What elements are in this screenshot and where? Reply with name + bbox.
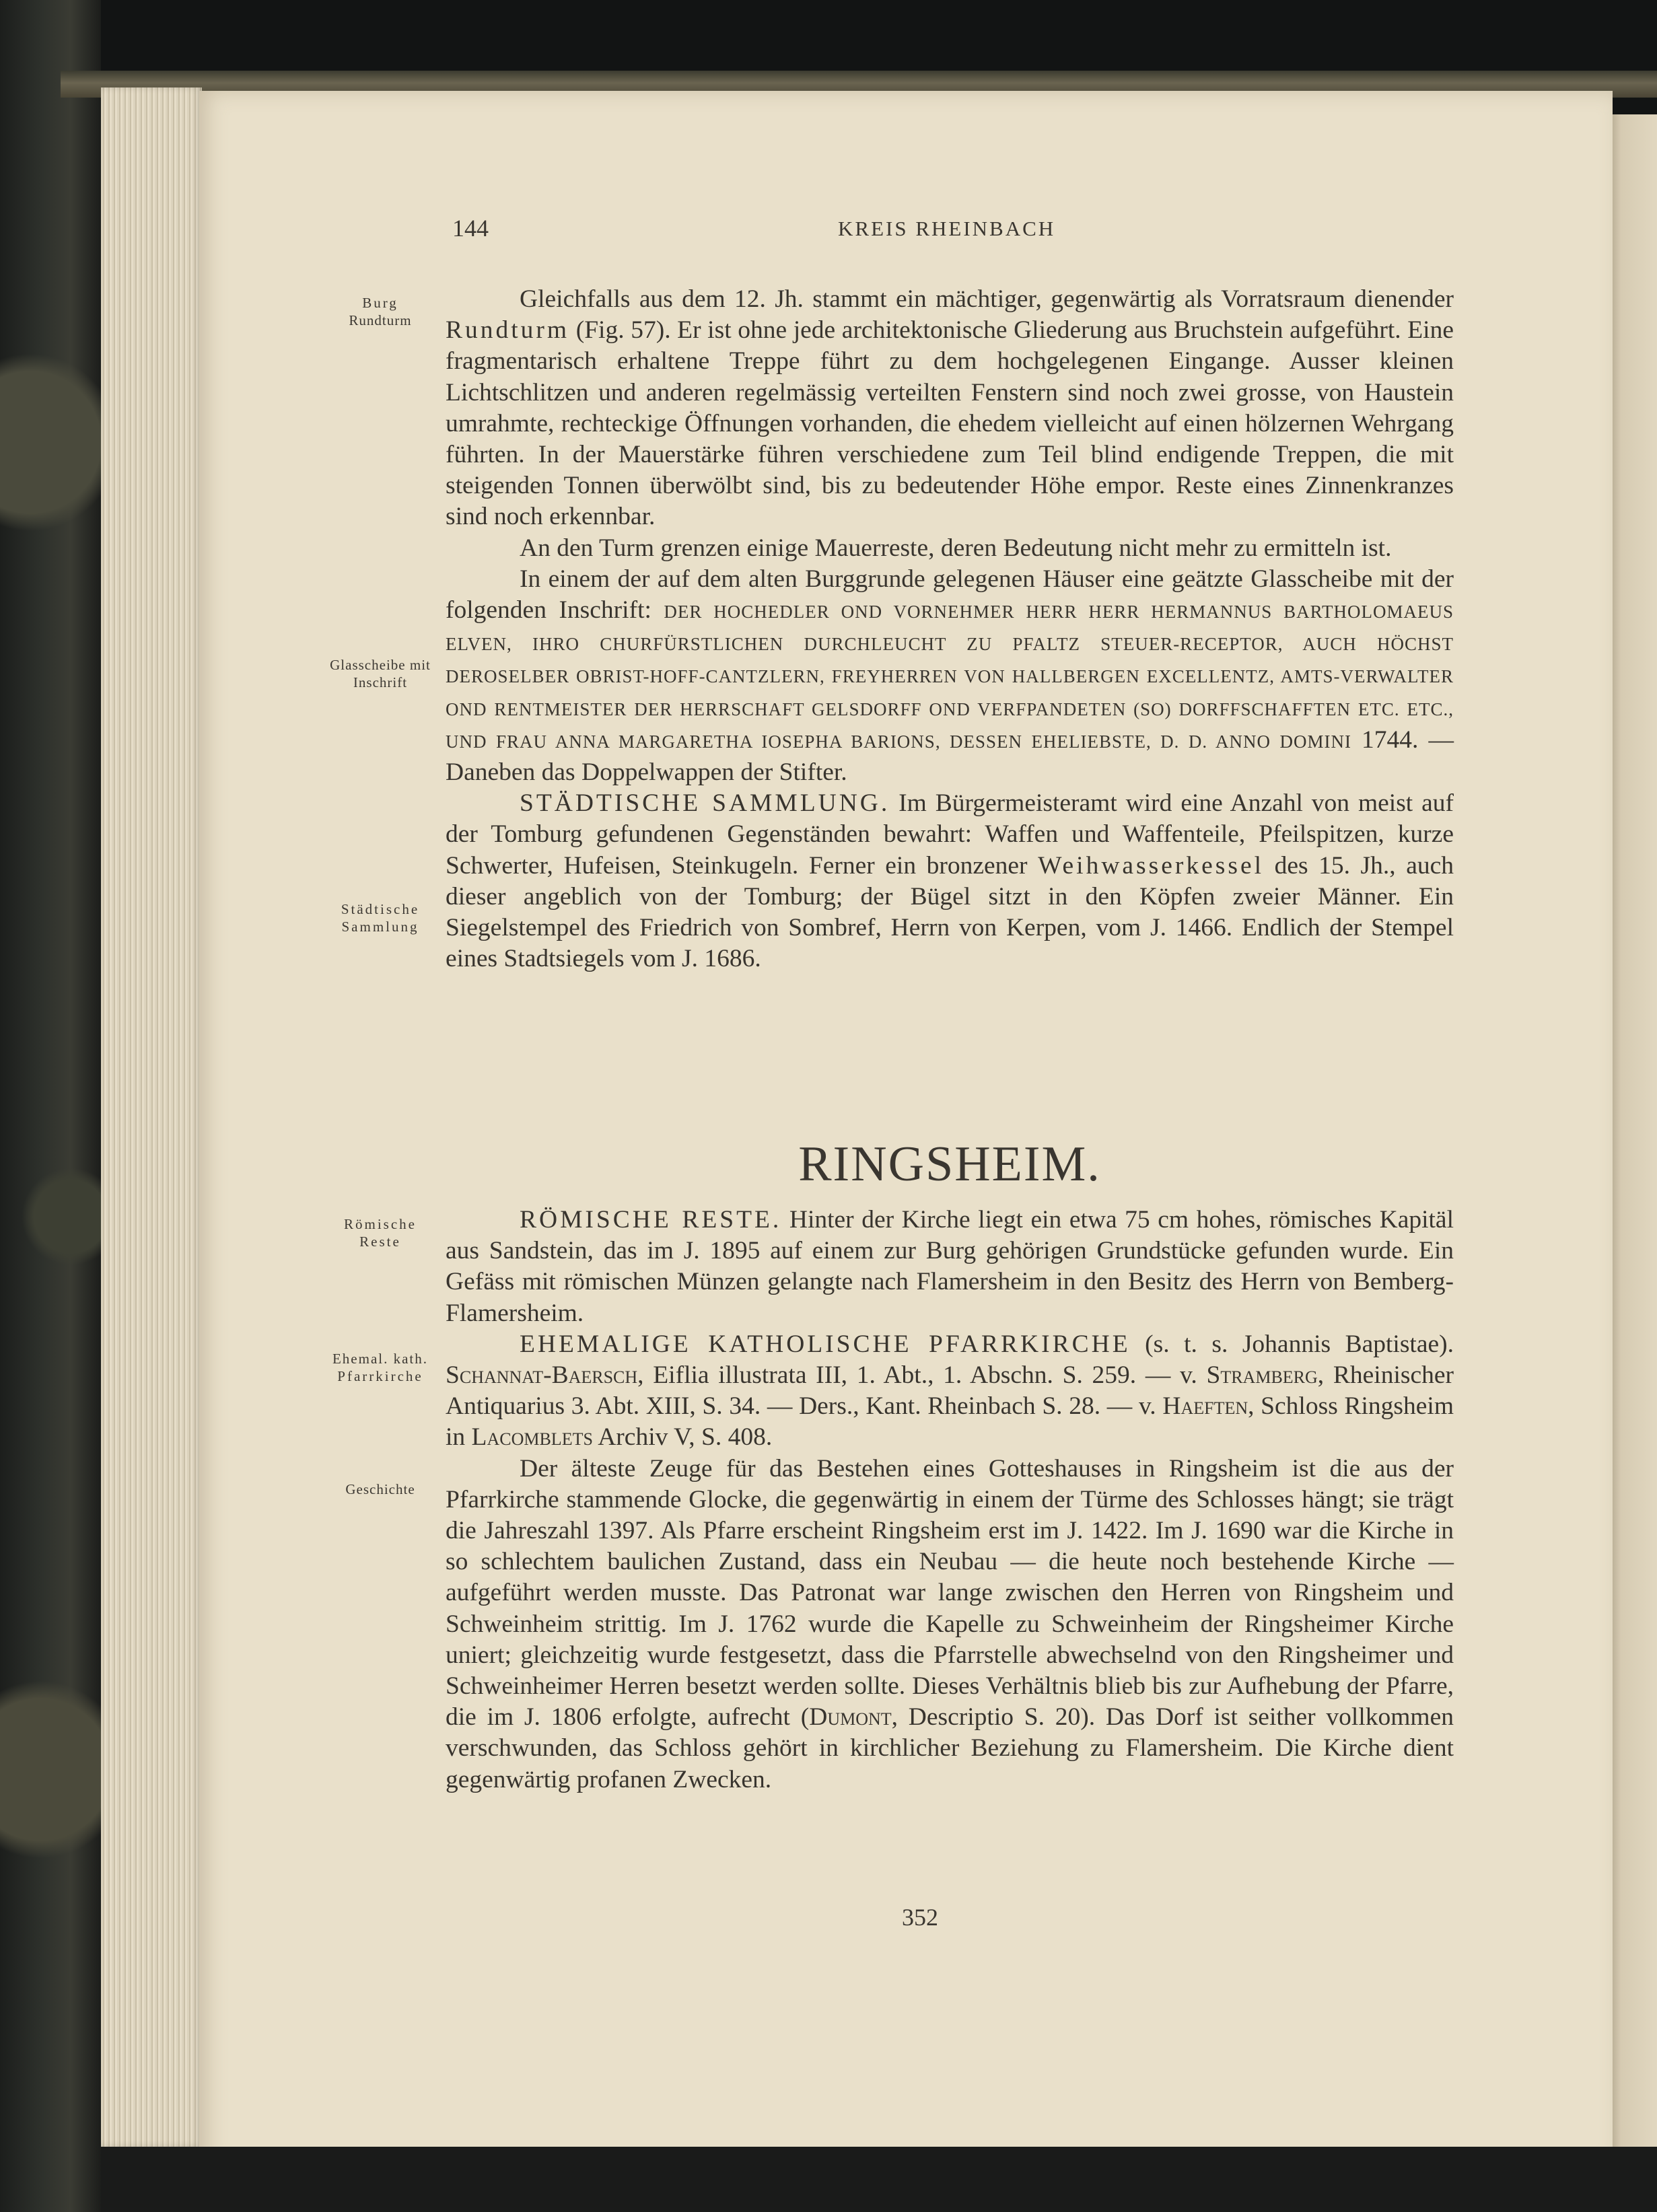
paragraph <box>446 533 1454 564</box>
text-run: Hinter der Kirche liegt ein etwa 75 cm hohes, römisches Kapitäl aus Sandstein, das im J. 1895 auf einem zur Burg gehörigen Grundstücke gefunden wurde. Ein Gefäss mit römischen Münzen gelangte nach Flamersheim in den Besitz des Herrn von Bemberg-Flamersheim. <box>446 1206 1454 1327</box>
margin-note-glasscheibe <box>293 656 468 691</box>
margin-note-pfarrkirche <box>293 1350 468 1385</box>
margin-note-line: Römische <box>344 1216 417 1232</box>
margin-note-geschichte <box>293 1480 468 1498</box>
spaced-term: Weihwasserkessel <box>1038 851 1265 880</box>
margin-note-line: Sammlung <box>341 919 419 935</box>
author-name: Lacomblets <box>471 1423 593 1452</box>
text-run: , Schloss Ringsheim in <box>446 1392 1454 1452</box>
author-name: Schannat-Baersch <box>446 1361 638 1390</box>
section-lead: RÖMISCHE RESTE. <box>520 1206 782 1234</box>
section-burg-text <box>446 284 1454 974</box>
margin-note-roemische-reste <box>293 1215 468 1250</box>
author-name: Dumont <box>809 1703 892 1732</box>
text-run: (s. t. s. Johannis Baptistae). <box>1130 1330 1454 1358</box>
text-run: Im Bürgermeisteramt wird eine Anzahl von meist auf der Tomburg gefundenen Gegenständen bewahrt: Waffen und Waffenteile, Pfeilspitzen, kurze Schwerter, Hufeisen, Steinkugeln. Ferner ein bronzener <box>446 789 1454 880</box>
book-bottom-shadow <box>101 2147 1657 2212</box>
text-run: 1744. — Daneben das Doppelwappen der Stifter. <box>446 725 1454 787</box>
section-ringsheim-text <box>446 1205 1454 1795</box>
paragraph <box>446 788 1454 974</box>
text-run: des 15. Jh., auch dieser angeblich von der Tomburg; der Bügel sitzt in den Köpfen zweier Männer. Ein Siegelstempel des Friedrich von Sombref, Herrn von Kerpen, vom J. 1466. Endlich der Stempel eines Stadtsiegels vom J. 1686. <box>446 851 1454 973</box>
book-cover <box>0 0 101 2212</box>
margin-note-line: Burg <box>362 295 398 311</box>
text-run: (Fig. 57). Er ist ohne jede architektonische Gliederung aus Bruchstein aufgeführt. Eine fragmentarisch erhaltene Treppe führt zu dem hochgelegenen Eingange. Ausser kleinen Lichtschlitzen und anderen regelmässig verteilten Fenstern sind noch zwei grosse, von Haustein umrahmte, rechteckige Öffnungen vorhanden, die ehedem vielleicht auf einen hölzernen Wehrgang führten. In der Mauerstärke führen verschiedene zum Teil blind endigende Treppen, die mit steigenden Tonnen überwölbt sind, bis zu bedeutender Höhe empor. Reste eines Zinnenkranzes sind noch erkennbar. <box>446 316 1454 531</box>
inscription-text: DER HOCHEDLER OND VORNEHMER HERR HERR HERMANNUS BARTHOLOMAEUS ELVEN, IHRO CHURFÜRSTLICHEN DURCHLEUCHT ZU PFALTZ STEUER-RECEPTOR, AUCH HÖCHST DEROSELBER OBRIST-HOFF-CANTZLERN, FREYHERREN VON HALLBERGEN EXCELLENTZ, AMTS-VERWALTER OND RENTMEISTER DER HERRSCHAFT GELSDORFF OND VERFPANDETEN (SO) DORFFSCHAFFTEN ETC. ETC., UND FRAU ANNA MARGARETHA IOSEPHA BARIONS, DESSEN EHELIEBSTE, D. D. ANNO DOMINI <box>446 602 1454 752</box>
margin-note-burg <box>293 294 468 329</box>
margin-note-line: Inschrift <box>353 674 408 690</box>
folio-number: 352 <box>902 1904 938 1931</box>
margin-note-line: Rundturm <box>349 312 412 328</box>
paragraph <box>446 564 1454 788</box>
text-run: Gleichfalls aus dem 12. Jh. stammt ein mächtiger, gegenwärtig als Vorratsraum dienender <box>520 285 1454 313</box>
section-lead: STÄDTISCHE SAMMLUNG. <box>520 789 890 818</box>
margin-note-line: Glasscheibe mit <box>330 657 431 673</box>
section-lead: EHEMALIGE KATHOLISCHE PFARRKIRCHE <box>520 1330 1131 1358</box>
paragraph <box>446 284 1454 533</box>
spaced-term: Rundturm <box>446 316 570 345</box>
author-name: Haeften <box>1162 1392 1248 1421</box>
paragraph <box>446 1329 1454 1454</box>
text-run: , Eiflia illustrata III, 1. Abt., 1. Abschn. S. 259. — v. <box>637 1361 1207 1390</box>
margin-note-line: Städtische <box>341 901 420 917</box>
margin-note-line: Ehemal. kath. <box>332 1351 429 1367</box>
text-run: Archiv V, S. 408. <box>592 1423 773 1452</box>
paragraph <box>446 1205 1454 1329</box>
margin-note-sammlung <box>293 900 468 935</box>
margin-note-line: Reste <box>359 1234 401 1250</box>
place-heading: RINGSHEIM. <box>798 1137 1101 1192</box>
margin-note-line: Geschichte <box>345 1481 415 1497</box>
text-run: , Descriptio S. 20). Das Dorf ist seither vollkommen verschwunden, das Schloss gehört in kirchlicher Beziehung zu Flamersheim. Die Kirche dient gegenwärtig profanen Zwecken. <box>446 1703 1454 1793</box>
text-run: Der älteste Zeuge für das Bestehen eines Gotteshauses in Ringsheim ist die aus der Pfarrkirche stammende Glocke, die gegenwärtig in einem der Türme des Schlosses hängt; sie trägt die Jahreszahl 1397. Als Pfarre erscheint Ringsheim erst im J. 1422. Im J. 1690 war die Kirche in so schlechtem baulichen Zustand, dass ein Neubau — die heute noch bestehende Kirche — aufgeführt werden musste. Das Patronat war lange zwischen den Herren von Ringsheim und Schweinheim strittig. Im J. 1762 wurde die Kapelle zu Schweinheim der Ringsheimer Kirche uniert; gleichzeitig wurde festgesetzt, dass die Pfarrstelle abwechselnd von den Ringsheimer und Schweinheimer Herren besetzt werden sollte. Dieses Verhältnis blieb bis zur Aufhebung der Pfarre, die im J. 1806 erfolgte, aufrecht ( <box>446 1454 1454 1732</box>
running-head: KREIS RHEINBACH <box>838 217 1056 240</box>
page-edges <box>101 87 202 2147</box>
paragraph <box>446 1454 1454 1795</box>
margin-note-line: Pfarrkirche <box>337 1368 423 1384</box>
text-run: An den Turm grenzen einige Mauerreste, deren Bedeutung nicht mehr zu ermitteln ist. <box>520 534 1392 562</box>
text-run: , Rheinischer Antiquarius 3. Abt. XIII, S. 34. — Ders., Kant. Rheinbach S. 28. — v. <box>446 1361 1454 1421</box>
page-number: 144 <box>452 215 489 242</box>
author-name: Stramberg <box>1206 1361 1318 1390</box>
text-run: In einem der auf dem alten Burggrunde gelegenen Häuser eine geätzte Glasscheibe mit der folgenden Inschrift: <box>446 565 1454 625</box>
